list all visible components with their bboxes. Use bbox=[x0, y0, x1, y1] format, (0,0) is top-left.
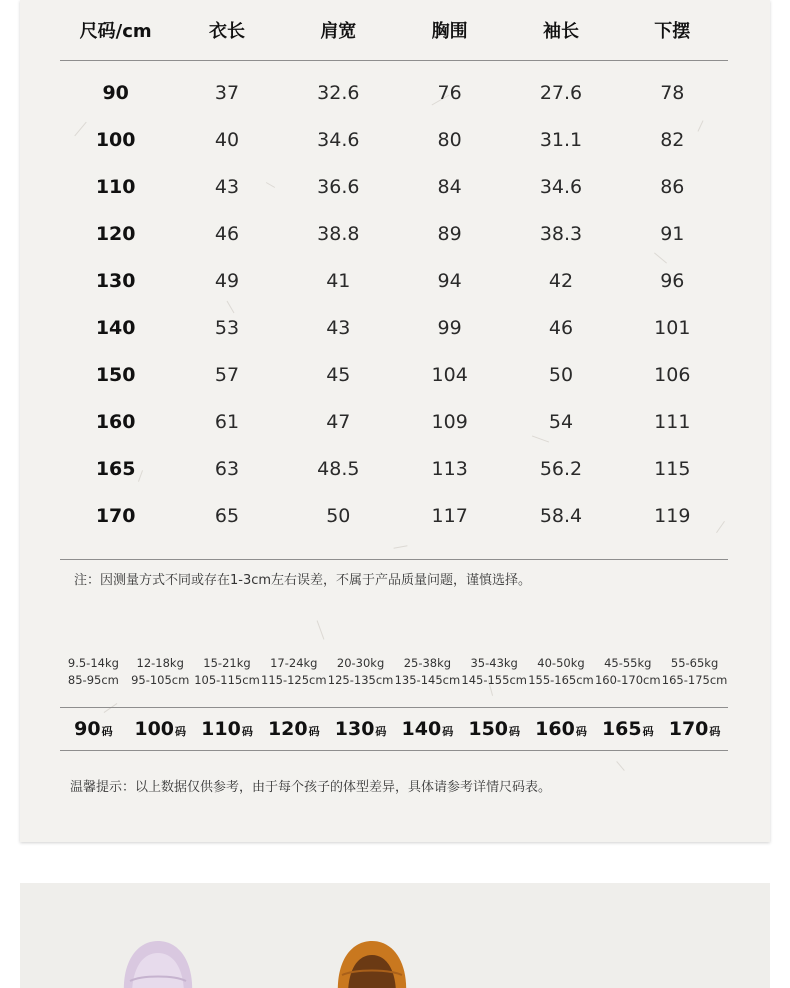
size-chart-card bbox=[20, 0, 770, 842]
measurement-cell: 78 bbox=[660, 81, 685, 104]
size-cell: 165 bbox=[95, 457, 136, 480]
reference-weight: 55-65kg bbox=[670, 656, 719, 670]
table-row bbox=[60, 69, 728, 116]
measurement-cell: 58.4 bbox=[539, 504, 583, 527]
measurement-cell: 40 bbox=[214, 128, 240, 151]
reference-column bbox=[260, 655, 327, 689]
reference-size-row bbox=[60, 708, 728, 750]
reference-size-label bbox=[528, 718, 595, 740]
reference-size-unit: 码 bbox=[375, 725, 387, 738]
measurement-cell: 38.8 bbox=[317, 222, 360, 245]
reference-size-label bbox=[60, 718, 127, 740]
measurement-cell: 54 bbox=[548, 410, 574, 433]
measurement-cell: 104 bbox=[431, 363, 468, 386]
reference-size-number: 120 bbox=[267, 718, 308, 740]
measurement-cell: 53 bbox=[214, 316, 240, 339]
reference-weight: 9.5-14kg bbox=[67, 656, 119, 670]
measurement-cell: 106 bbox=[654, 363, 691, 386]
reference-weight: 12-18kg bbox=[136, 656, 184, 670]
measurement-cell: 113 bbox=[431, 457, 468, 480]
table-row bbox=[60, 163, 728, 210]
reference-size-guide bbox=[60, 655, 728, 751]
header-hem: 下摆 bbox=[654, 21, 691, 42]
measurement-cell: 109 bbox=[431, 410, 468, 433]
reference-column bbox=[394, 655, 461, 689]
lilac-jacket-hood-icon bbox=[118, 935, 198, 988]
size-cell: 90 bbox=[102, 81, 129, 104]
reference-height: 135-145cm bbox=[394, 673, 461, 687]
table-row bbox=[60, 351, 728, 398]
header-shoulder: 肩宽 bbox=[320, 21, 357, 42]
size-cell: 100 bbox=[95, 128, 136, 151]
measurement-cell: 34.6 bbox=[317, 128, 360, 151]
measurement-cell: 32.6 bbox=[317, 81, 360, 104]
reference-size-unit: 码 bbox=[241, 725, 253, 738]
reference-size-label bbox=[127, 718, 194, 740]
reference-size-number: 170 bbox=[668, 718, 709, 740]
size-cell: 110 bbox=[95, 175, 136, 198]
measurement-cell: 43 bbox=[214, 175, 240, 198]
size-cell: 150 bbox=[95, 363, 136, 386]
reference-size-number: 150 bbox=[468, 718, 509, 740]
table-row bbox=[60, 445, 728, 492]
reference-size-label bbox=[661, 718, 728, 740]
table-header-row bbox=[60, 0, 728, 61]
measurement-cell: 115 bbox=[654, 457, 691, 480]
measurement-cell: 46 bbox=[214, 222, 240, 245]
reference-size-unit: 码 bbox=[575, 725, 587, 738]
table-row bbox=[60, 492, 728, 539]
measurement-cell: 50 bbox=[548, 363, 574, 386]
reference-size-unit: 码 bbox=[709, 725, 721, 738]
reference-height: 105-115cm bbox=[194, 673, 260, 687]
measurement-cell: 63 bbox=[214, 457, 240, 480]
reference-height: 85-95cm bbox=[67, 673, 119, 687]
reference-divider-bottom bbox=[60, 750, 728, 751]
measurement-cell: 50 bbox=[326, 504, 351, 527]
measurement-cell: 57 bbox=[214, 363, 240, 386]
size-cell: 140 bbox=[95, 316, 136, 339]
header-size: 尺码/cm bbox=[79, 21, 152, 42]
reference-size-label bbox=[594, 718, 661, 740]
reference-size-number: 160 bbox=[535, 718, 575, 740]
measurement-cell: 47 bbox=[326, 410, 351, 433]
reference-size-unit: 码 bbox=[509, 725, 521, 738]
reference-height: 160-170cm bbox=[594, 673, 661, 687]
measurement-cell: 27.6 bbox=[539, 81, 583, 104]
reference-weight: 35-43kg bbox=[470, 656, 518, 670]
reference-weight: 45-55kg bbox=[604, 656, 652, 670]
reference-column bbox=[60, 655, 127, 689]
orange-jacket-hood-icon bbox=[332, 935, 412, 988]
measurement-cell: 34.6 bbox=[539, 175, 583, 198]
reference-size-number: 140 bbox=[401, 718, 442, 740]
table-row bbox=[60, 398, 728, 445]
measurement-cell: 49 bbox=[214, 269, 240, 292]
reference-size-number: 90 bbox=[74, 718, 101, 740]
measurement-cell: 117 bbox=[431, 504, 468, 527]
measurement-cell: 45 bbox=[326, 363, 351, 386]
measurement-cell: 80 bbox=[437, 128, 462, 151]
reference-size-number: 100 bbox=[134, 718, 175, 740]
reference-weight: 40-50kg bbox=[537, 656, 585, 670]
reference-weight: 15-21kg bbox=[203, 656, 251, 670]
header-length: 衣长 bbox=[208, 21, 245, 42]
measurement-cell: 111 bbox=[654, 410, 691, 433]
measurement-cell: 42 bbox=[548, 269, 574, 292]
reference-size-unit: 码 bbox=[642, 725, 654, 738]
reference-size-unit: 码 bbox=[175, 725, 187, 738]
reference-height: 125-135cm bbox=[327, 673, 394, 687]
measurement-cell: 43 bbox=[326, 316, 351, 339]
reference-column bbox=[461, 655, 528, 689]
reference-size-label bbox=[461, 718, 528, 740]
measurement-cell: 86 bbox=[660, 175, 685, 198]
reference-weight: 25-38kg bbox=[403, 656, 452, 670]
reference-height: 95-105cm bbox=[131, 673, 190, 687]
reference-size-unit: 码 bbox=[442, 725, 454, 738]
table-body bbox=[60, 69, 728, 539]
measurement-cell: 56.2 bbox=[539, 457, 583, 480]
reference-size-label bbox=[194, 718, 261, 740]
measurement-cell: 31.1 bbox=[539, 128, 583, 151]
measurement-cell: 84 bbox=[437, 175, 462, 198]
measurement-cell: 101 bbox=[654, 316, 691, 339]
reference-column bbox=[661, 655, 728, 689]
measurement-cell: 91 bbox=[660, 222, 685, 245]
measurement-cell: 76 bbox=[437, 81, 462, 104]
reference-column bbox=[528, 655, 595, 689]
size-cell: 130 bbox=[95, 269, 136, 292]
table-row bbox=[60, 116, 728, 163]
reference-column bbox=[127, 655, 194, 689]
reference-size-unit: 码 bbox=[101, 725, 113, 738]
reference-weight: 20-30kg bbox=[336, 656, 385, 670]
size-cell: 170 bbox=[95, 504, 136, 527]
table-row bbox=[60, 304, 728, 351]
reference-column bbox=[327, 655, 394, 689]
reference-size-number: 165 bbox=[601, 718, 642, 740]
reference-column bbox=[194, 655, 261, 689]
reference-size-label bbox=[394, 718, 461, 740]
measurement-cell: 36.6 bbox=[317, 175, 360, 198]
reference-size-label bbox=[327, 718, 394, 740]
reference-height: 145-155cm bbox=[461, 673, 527, 687]
measurement-cell: 61 bbox=[214, 410, 240, 433]
reference-weight-height-row bbox=[60, 655, 728, 689]
measurement-cell: 119 bbox=[654, 504, 691, 527]
reference-height: 155-165cm bbox=[528, 673, 594, 687]
measurement-cell: 99 bbox=[437, 316, 462, 339]
measurement-cell: 94 bbox=[437, 269, 462, 292]
measurement-note: 注：因测量方式不同或存在1-3cm左右误差，不属于产品质量问题，谨慎选择。 bbox=[74, 573, 532, 588]
measurement-cell: 48.5 bbox=[317, 457, 360, 480]
measurement-cell: 65 bbox=[214, 504, 240, 527]
reference-size-label bbox=[260, 718, 327, 740]
size-cell: 120 bbox=[95, 222, 136, 245]
size-table bbox=[60, 0, 728, 560]
header-sleeve: 袖长 bbox=[542, 21, 579, 42]
measurement-cell: 38.3 bbox=[539, 222, 583, 245]
table-row bbox=[60, 210, 728, 257]
table-row bbox=[60, 257, 728, 304]
size-cell: 160 bbox=[95, 410, 136, 433]
measurement-cell: 46 bbox=[548, 316, 574, 339]
reference-weight: 17-24kg bbox=[270, 656, 318, 670]
measurement-cell: 37 bbox=[214, 81, 240, 104]
reference-size-number: 110 bbox=[201, 718, 241, 740]
header-chest: 胸围 bbox=[431, 21, 468, 42]
reference-size-number: 130 bbox=[334, 718, 375, 740]
product-preview-banner bbox=[20, 883, 770, 988]
table-bottom-divider bbox=[60, 539, 728, 560]
reference-height: 165-175cm bbox=[661, 673, 728, 687]
reference-size-unit: 码 bbox=[308, 725, 320, 738]
measurement-cell: 96 bbox=[660, 269, 685, 292]
measurement-cell: 82 bbox=[660, 128, 685, 151]
reference-tip: 温馨提示：以上数据仅供参考，由于每个孩子的体型差异，具体请参考详情尺码表。 bbox=[70, 780, 552, 795]
measurement-cell: 41 bbox=[326, 269, 351, 292]
reference-height: 115-125cm bbox=[261, 673, 327, 687]
reference-column bbox=[594, 655, 661, 689]
measurement-cell: 89 bbox=[437, 222, 462, 245]
